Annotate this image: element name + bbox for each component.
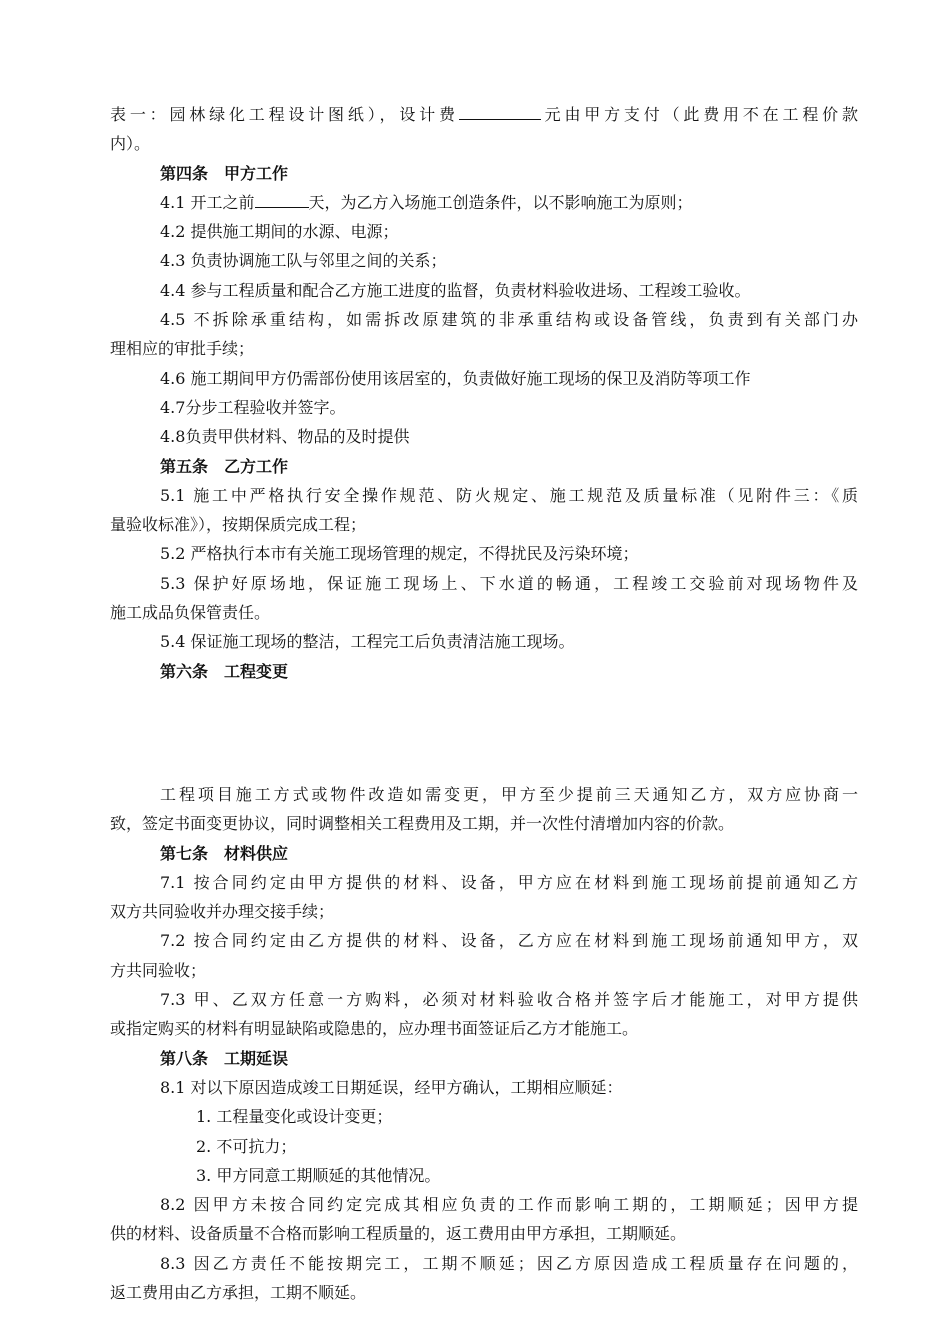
section-5-title: 第五条 乙方工作 bbox=[160, 456, 289, 476]
item-5-3-line-2: 施工成品负保管责任。 bbox=[110, 603, 271, 623]
item-4-8: 4.8负责甲供材料、物品的及时提供 bbox=[160, 427, 410, 447]
text: 元由甲方支付（此费用不在工程价款 bbox=[540, 105, 858, 124]
item-5-1-line-1: 5.1 施工中严格执行安全操作规范、防火规定、施工规范及质量标准（见附件三：《质 bbox=[160, 485, 858, 505]
item-7-2-line-2: 方共同验收； bbox=[110, 960, 207, 980]
blank-space bbox=[110, 686, 858, 780]
intro-line-2: 内）。 bbox=[110, 134, 151, 154]
item-7-1-line-2: 双方共同验收并办理交接手续； bbox=[110, 902, 335, 922]
item-4-1 bbox=[110, 188, 858, 217]
item-5-2: 5.2 严格执行本市有关施工现场管理的规定，不得扰民及污染环境； bbox=[160, 544, 639, 564]
sub-item-2: 2. 不可抗力； bbox=[196, 1136, 297, 1156]
section-7-title: 第七条 材料供应 bbox=[160, 843, 289, 863]
intro-line-1 bbox=[110, 100, 858, 129]
section-8-title: 第八条 工期延误 bbox=[160, 1048, 289, 1068]
text: 天，为乙方入场施工创造条件，以不影响施工为原则； bbox=[308, 192, 693, 212]
section-6-title: 第六条 工程变更 bbox=[160, 661, 289, 681]
item-7-3-line-1: 7.3 甲、乙双方任意一方购料，必须对材料验收合格并签字后才能施工，对甲方提供 bbox=[160, 990, 858, 1010]
item-8-2-line-2: 供的材料、设备质量不合格而影响工程质量的，返工费用由甲方承担，工期顺延。 bbox=[110, 1224, 687, 1244]
item-5-4: 5.4 保证施工现场的整洁，工程完工后负责清洁施工现场。 bbox=[160, 632, 575, 652]
sub-item-3: 3. 甲方同意工期顺延的其他情况。 bbox=[196, 1165, 441, 1185]
item-8-1: 8.1 对以下原因造成竣工日期延误，经甲方确认，工期相应顺延： bbox=[160, 1077, 623, 1097]
item-7-1-line-1: 7.1 按合同约定由甲方提供的材料、设备，甲方应在材料到施工现场前提前通知乙方 bbox=[160, 872, 858, 892]
item-4-2: 4.2 提供施工期间的水源、电源； bbox=[160, 222, 399, 242]
contract-page bbox=[110, 100, 858, 1307]
section-6-para-line-2: 致，签定书面变更协议，同时调整相关工程费用及工期，并一次性付清增加内容的价款。 bbox=[110, 814, 735, 834]
section-4-title: 第四条 甲方工作 bbox=[160, 163, 289, 183]
sub-item-1: 1. 工程量变化或设计变更； bbox=[196, 1107, 393, 1127]
item-5-3-line-1: 5.3 保护好原场地，保证施工现场上、下水道的畅通，工程竣工交验前对现场物件及 bbox=[160, 573, 858, 593]
item-4-5-line-2: 理相应的审批手续； bbox=[110, 339, 255, 359]
item-5-1-line-2: 量验收标准》），按期保质完成工程； bbox=[110, 515, 367, 535]
item-7-2-line-1: 7.2 按合同约定由乙方提供的材料、设备，乙方应在材料到施工现场前通知甲方，双 bbox=[160, 931, 858, 951]
section-6-para-line-1: 工程项目施工方式或物件改造如需变更，甲方至少提前三天通知乙方，双方应协商一 bbox=[160, 784, 858, 804]
item-8-2-line-1: 8.2 因甲方未按合同约定完成其相应负责的工作而影响工期的，工期顺延；因甲方提 bbox=[160, 1195, 858, 1215]
item-4-7: 4.7分步工程验收并签字。 bbox=[160, 397, 346, 417]
item-4-6: 4.6 施工期间甲方仍需部份使用该居室的，负责做好施工现场的保卫及消防等项工作 bbox=[160, 368, 751, 388]
text: 4.1 开工之前 bbox=[160, 192, 255, 212]
item-8-3-line-1: 8.3 因乙方责任不能按期完工，工期不顺延；因乙方原因造成工程质量存在问题的， bbox=[160, 1253, 858, 1273]
item-4-5-line-1: 4.5 不拆除承重结构，如需拆改原建筑的非承重结构或设备管线，负责到有关部门办 bbox=[160, 310, 858, 330]
item-4-4: 4.4 参与工程质量和配合乙方施工进度的监督，负责材料验收进场、工程竣工验收。 bbox=[160, 280, 751, 300]
item-4-3: 4.3 负责协调施工队与邻里之间的关系； bbox=[160, 251, 447, 271]
days-blank[interactable] bbox=[255, 190, 309, 208]
item-7-3-line-2: 或指定购买的材料有明显缺陷或隐患的，应办理书面签证后乙方才能施工。 bbox=[110, 1019, 639, 1039]
item-8-3-line-2: 返工费用由乙方承担，工期不顺延。 bbox=[110, 1282, 367, 1302]
design-fee-blank[interactable] bbox=[459, 102, 541, 120]
text: 表一：园林绿化工程设计图纸），设计费 bbox=[110, 105, 459, 124]
